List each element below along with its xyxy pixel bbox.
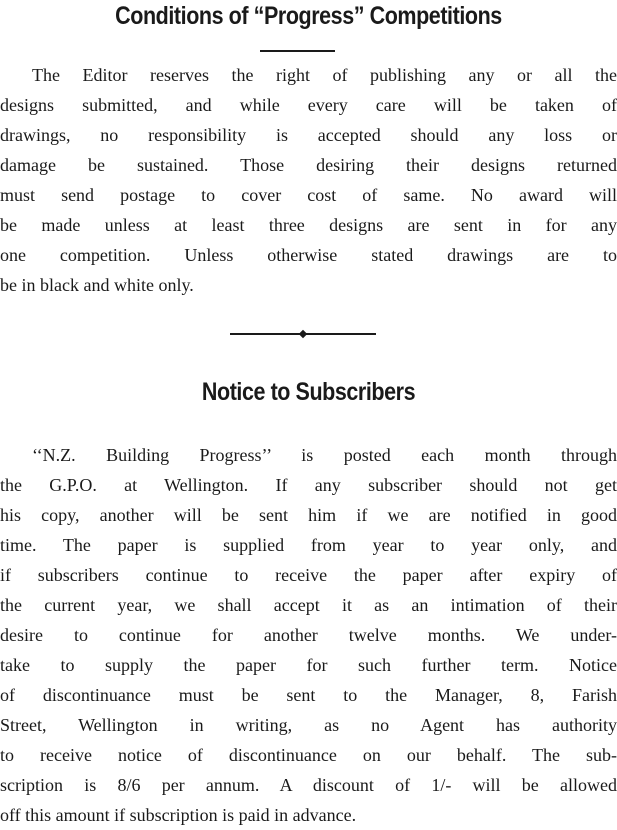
conditions-title-rule: [260, 50, 335, 52]
conditions-line: damage be sustained. Those desiring their designs returned: [0, 155, 617, 175]
notice-line: off this amount if subscription is paid in advance.: [0, 805, 357, 825]
notice-title: Notice to Subscribers: [201, 378, 416, 406]
notice-line: the G.P.O. at Wellington. If any subscriber should not get: [0, 475, 617, 495]
notice-line: the current year, we shall accept it as an intimation of their: [0, 595, 617, 615]
notice-line: if subscribers continue to receive the paper after expiry of: [0, 565, 617, 585]
conditions-paragraph: [0, 60, 617, 300]
notice-line: of discontinuance must be sent to the Manager, 8, Farish: [0, 685, 617, 705]
notice-line: time. The paper is supplied from year to year only, and: [0, 535, 617, 555]
notice-line: ‘‘N.Z. Building Progress’’ is posted each month through: [32, 445, 617, 465]
conditions-line: one competition. Unless otherwise stated drawings are to: [0, 245, 617, 265]
notice-line: scription is 8/6 per annum. A discount of 1/- will be allowed: [0, 775, 617, 795]
conditions-line: drawings, no responsibility is accepted should any loss or: [0, 125, 617, 145]
notice-line: desire to continue for another twelve months. We under-: [0, 625, 617, 645]
notice-line: to receive notice of discontinuance on our behalf. The sub-: [0, 745, 617, 765]
conditions-title: Conditions of “Progress” Competitions: [115, 2, 502, 30]
notice-line: take to supply the paper for such further term. Notice: [0, 655, 617, 675]
conditions-line: be made unless at least three designs are sent in for any: [0, 215, 617, 235]
conditions-line: be in black and white only.: [0, 275, 194, 295]
conditions-line: The Editor reserves the right of publishing any or all the: [32, 65, 617, 85]
conditions-line: designs submitted, and while every care will be taken of: [0, 95, 617, 115]
notice-paragraph: [0, 440, 617, 830]
notice-line: Street, Wellington in writing, as no Agent has authority: [0, 715, 617, 735]
conditions-line: must send postage to cover cost of same. No award will: [0, 185, 617, 205]
notice-line: his copy, another will be sent him if we are notified in good: [0, 505, 617, 525]
